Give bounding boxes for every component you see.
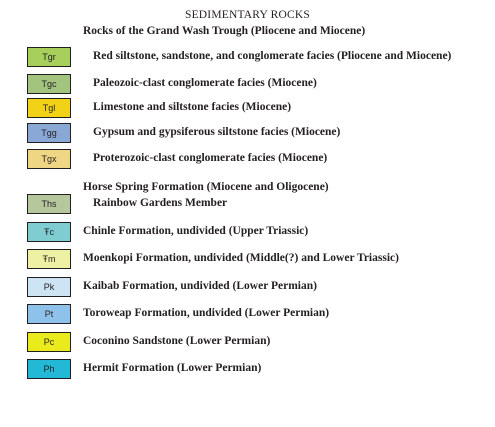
unit-label-trc: Chinle Formation, undivided (Upper Triassic) (83, 225, 309, 237)
unit-label-tgg: Gypsum and gypsiferous siltstone facies (Miocene) (93, 126, 341, 138)
legend-row-tgl (0, 98, 495, 120)
legend-row-trc (0, 222, 495, 244)
unit-label-tgc: Paleozoic-clast conglomerate facies (Miocene) (93, 77, 317, 89)
unit-swatch-ph: Ph (27, 359, 71, 379)
unit-label-tgl: Limestone and siltstone facies (Miocene) (93, 101, 292, 113)
unit-swatch-tgx: Tgx (27, 149, 71, 169)
unit-label-trm: Moenkopi Formation, undivided (Middle(?) and Lower Triassic) (83, 252, 399, 264)
horse-spring-heading: Horse Spring Formation (Miocene and Oligocene) (83, 181, 329, 193)
unit-swatch-tgc: Tgc (27, 74, 71, 94)
legend-row-tgx (0, 149, 495, 171)
unit-swatch-ths: Ths (27, 194, 71, 214)
unit-swatch-trc: Ŧc (27, 222, 71, 242)
unit-label-ph: Hermit Formation (Lower Permian) (83, 362, 262, 374)
unit-swatch-trm: Ŧm (27, 249, 71, 269)
unit-label-pc: Coconino Sandstone (Lower Permian) (83, 335, 271, 347)
unit-label-pk: Kaibab Formation, undivided (Lower Permian) (83, 280, 317, 292)
unit-swatch-pk: Pk (27, 277, 71, 297)
unit-label-pt: Toroweap Formation, undivided (Lower Permian) (83, 307, 330, 319)
unit-label-tgx: Proterozoic-clast conglomerate facies (Miocene) (93, 152, 328, 164)
unit-swatch-pc: Pc (27, 332, 71, 352)
unit-swatch-tgl: Tgl (27, 98, 71, 118)
legend-row-tgr (0, 47, 495, 69)
legend-row-trm (0, 249, 495, 271)
legend-title: SEDIMENTARY ROCKS (184, 9, 311, 21)
legend-row-tgc (0, 74, 495, 96)
unit-swatch-pt: Pt (27, 304, 71, 324)
unit-swatch-tgg: Tgg (27, 123, 71, 143)
legend-row-pc (0, 332, 495, 354)
unit-label-ths: Rainbow Gardens Member (93, 197, 228, 209)
grand-wash-heading: Rocks of the Grand Wash Trough (Pliocene and Miocene) (83, 25, 366, 37)
legend-row-ph (0, 359, 495, 381)
legend-row-ths (0, 194, 495, 216)
unit-label-tgr: Red siltstone, sandstone, and conglomerate facies (Pliocene and Miocene) (93, 50, 452, 62)
legend-row-pt (0, 304, 495, 326)
legend-row-tgg (0, 123, 495, 145)
unit-swatch-tgr: Tgr (27, 47, 71, 67)
legend-row-pk (0, 277, 495, 299)
